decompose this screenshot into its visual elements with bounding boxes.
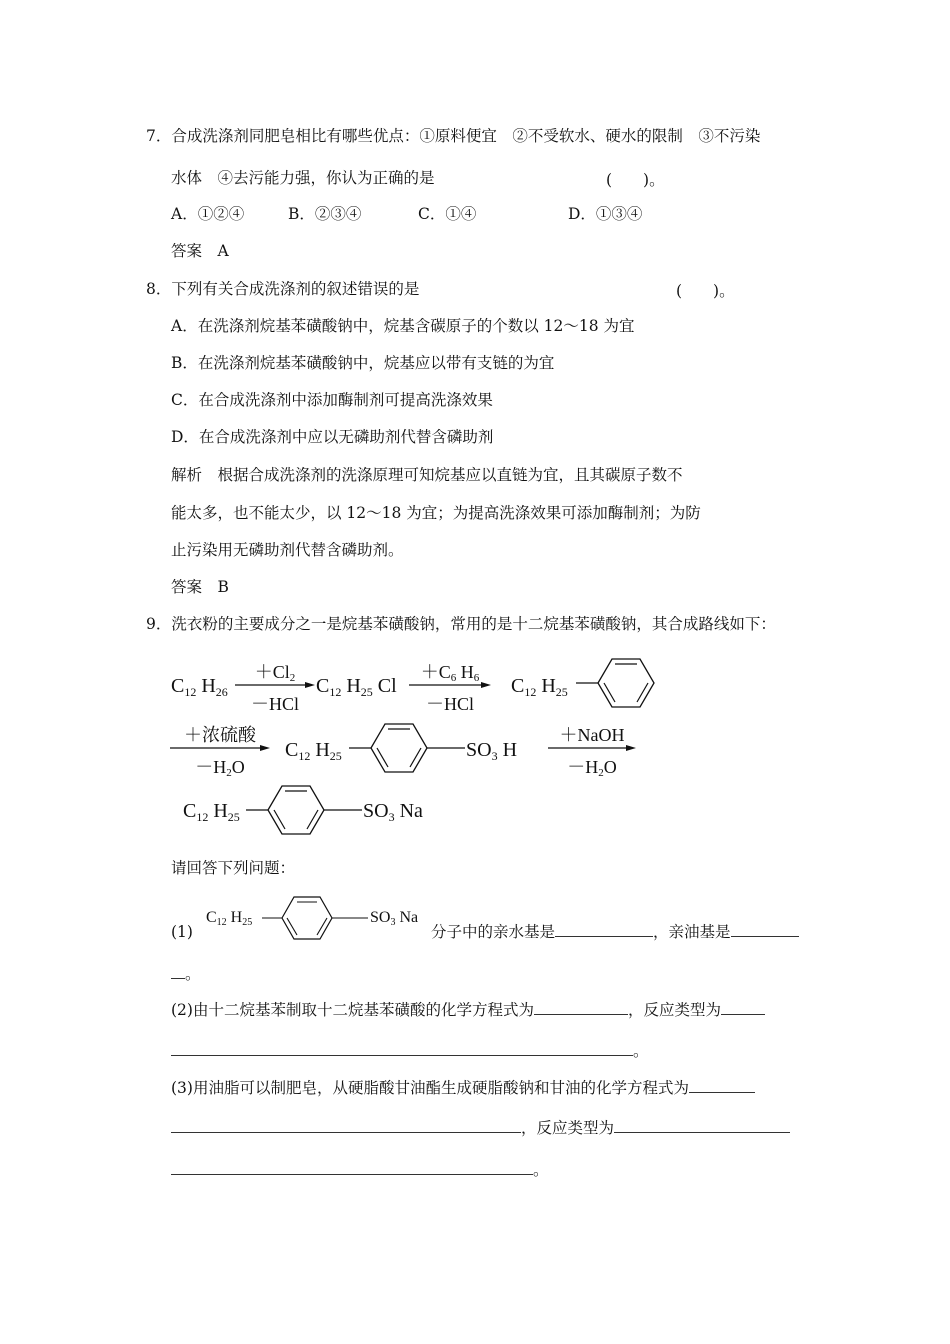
q7-stem-line1: 7．合成洗涤剂同肥皂相比有哪些优点：①原料便宜 ②不受软水、硬水的限制 ③不污染 — [146, 127, 761, 145]
q9-sub1-continuation: 。 — [171, 964, 201, 984]
lipophilic-group-blank[interactable] — [731, 922, 799, 937]
q8-option-d: D．在合成洗涤剂中应以无磷助剂代替含磷助剂 — [171, 428, 494, 446]
sulfonation-type-blank-cont[interactable] — [171, 1041, 633, 1056]
q9-sub3-final: 。 — [171, 1160, 549, 1180]
q8-answer: 答案 B — [171, 578, 229, 596]
sulfonation-equation-blank[interactable] — [534, 1000, 628, 1015]
dodecane-formula: $C_{12}$ $H_{26}$ — [171, 675, 228, 699]
benzene-ring-3 — [246, 782, 366, 838]
q7-answer: 答案 A — [171, 242, 229, 260]
saponification-type-blank-cont[interactable] — [171, 1160, 533, 1175]
q7-option-b: B．②③④ — [288, 205, 362, 223]
benzene-ring-1 — [576, 655, 668, 711]
saponification-equation-blank-cont[interactable] — [171, 1118, 521, 1133]
q8-analysis-line3: 止污染用无磷助剂代替含磷助剂。 — [171, 541, 404, 559]
hydrophilic-group-blank[interactable] — [555, 922, 653, 937]
benzene-ring-2 — [349, 720, 469, 776]
q9-sub3-question: (3)用油脂可以制肥皂，从硬脂酸甘油酯生成硬脂酸钠和甘油的化学方程式为 — [171, 1078, 755, 1098]
sulfonic-acid-group: $SO_3$ H — [466, 739, 518, 763]
q9-sub2-continuation: 。 — [171, 1041, 649, 1061]
reaction-arrow-sulfonation: ＋浓硫酸 $-H_2O$ — [170, 747, 270, 749]
q9-sub1-label: (1) — [171, 923, 193, 941]
q9-stem: 9．洗衣粉的主要成分之一是烷基苯磺酸钠，常用的是十二烷基苯磺酸钠，其合成路线如下： — [146, 615, 776, 633]
sub1-alkyl-formula: $C_{12}$ $H_{25}$ — [206, 909, 253, 928]
chlorododecane-formula: $C_{12}$ $H_{25}$ Cl — [316, 675, 397, 699]
q7-option-a: A．①②④ — [171, 205, 245, 223]
sodium-dodecylbenzenesulfonate-alkyl: $C_{12}$ $H_{25}$ — [183, 800, 240, 824]
saponification-type-blank[interactable] — [614, 1118, 790, 1133]
q7-option-c: C．①④ — [418, 205, 477, 223]
q8-option-c: C．在合成洗涤剂中添加酶制剂可提高洗涤效果 — [171, 391, 493, 409]
dodecylbenzene-formula: $C_{12}$ $H_{25}$ — [511, 675, 568, 699]
q8-option-b: B．在洗涤剂烷基苯磺酸钠中，烷基应以带有支链的为宜 — [171, 354, 555, 372]
q9-sub3-continuation: ，反应类型为 — [171, 1118, 790, 1138]
sub1-sulfonate-group: $SO_3$ Na — [370, 909, 419, 928]
sulfonate-sodium-group: $SO_3$ Na — [363, 800, 423, 824]
q7-answer-blank: ( )。 — [606, 171, 665, 189]
q9-sub2-question: (2)由十二烷基苯制取十二烷基苯磺酸的化学方程式为 ，反应类型为 — [171, 1000, 765, 1020]
benzene-ring-sub1 — [262, 893, 372, 943]
q8-analysis-line1: 解析 根据合成洗涤剂的洗涤原理可知烷基应以直链为宜，且其碳原子数不 — [171, 466, 683, 484]
q7-stem-line2: 水体 ④去污能力强，你认为正确的是 — [171, 169, 435, 187]
q9-prompt: 请回答下列问题： — [171, 859, 296, 877]
reaction-arrow-chlorination: $+Cl_2$ －HCl — [235, 684, 315, 686]
dodecylbenzenesulfonic-acid-alkyl: $C_{12}$ $H_{25}$ — [285, 739, 342, 763]
q8-analysis-line2: 能太多，也不能太少，以 12～18 为宜；为提高洗涤效果可添加酶制剂；为防 — [171, 504, 701, 522]
reaction-arrow-neutralization: ＋NaOH $-H_2O$ — [548, 747, 636, 749]
q7-option-d: D．①③④ — [568, 205, 643, 223]
q8-stem: 8．下列有关合成洗涤剂的叙述错误的是 — [146, 280, 420, 298]
lipophilic-group-blank-cont[interactable] — [171, 964, 185, 979]
q9-sub1-question: 分子中的亲水基是 ，亲油基是 — [431, 922, 799, 942]
reaction-arrow-alkylation: $+C_6$ $H_6$ －HCl — [409, 684, 491, 686]
saponification-equation-blank[interactable] — [689, 1078, 755, 1093]
q8-answer-blank: ( )。 — [676, 282, 735, 300]
q8-option-a: A．在洗涤剂烷基苯磺酸钠中，烷基含碳原子的个数以 12～18 为宜 — [171, 317, 635, 335]
sulfonation-type-blank[interactable] — [721, 1000, 765, 1015]
